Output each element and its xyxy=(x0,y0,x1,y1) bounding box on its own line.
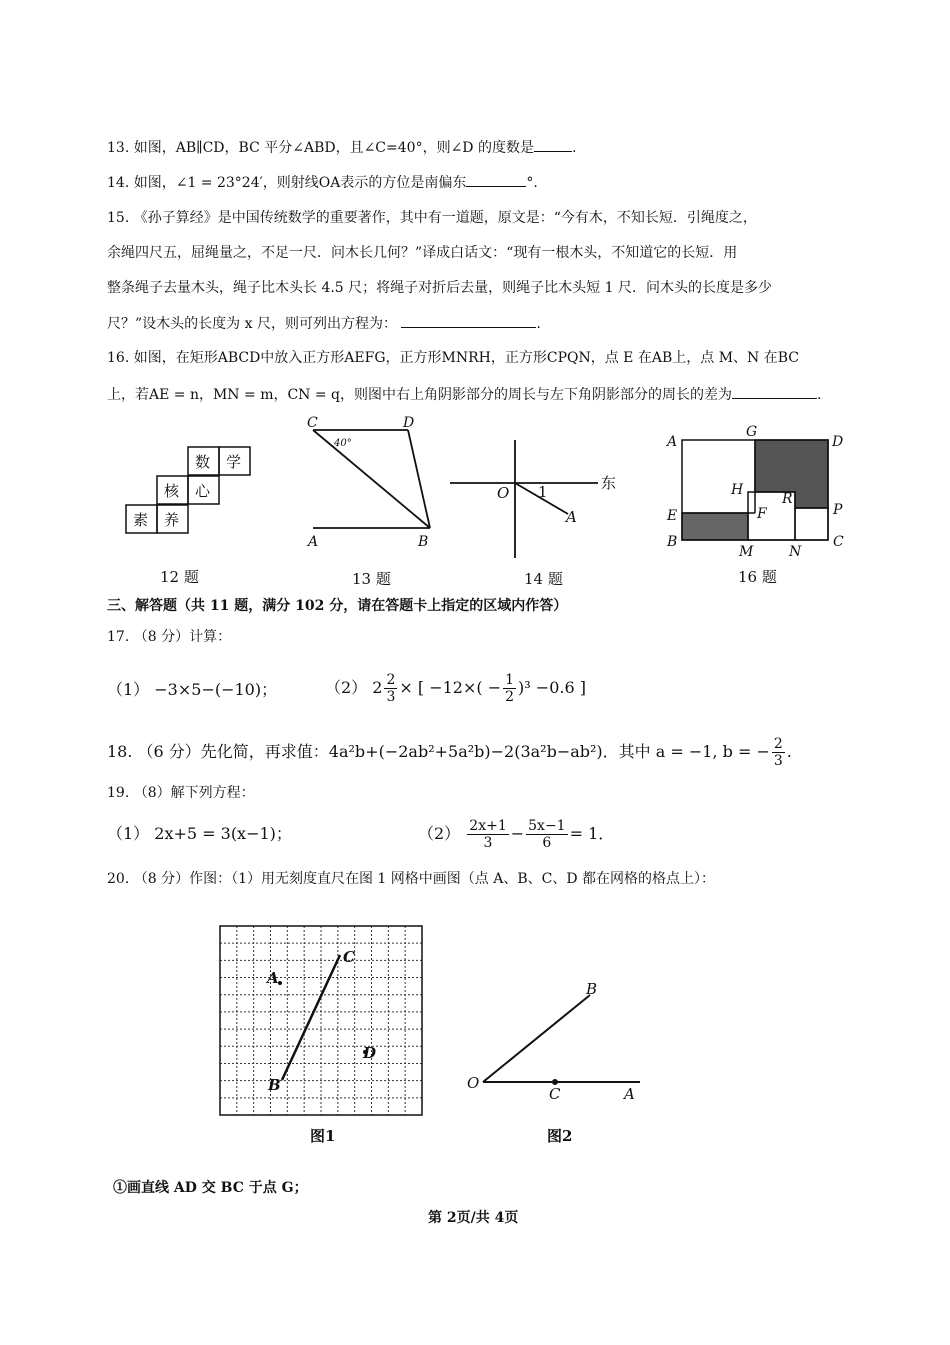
point-label: C xyxy=(833,534,844,550)
q14-end: °. xyxy=(526,175,538,191)
figure-caption: 14 题 xyxy=(524,570,563,588)
fraction xyxy=(467,818,508,851)
net-cell: 心 xyxy=(195,482,211,500)
denominator: 3 xyxy=(483,835,493,851)
point-label: H xyxy=(731,482,744,498)
point-label: N xyxy=(789,544,802,560)
part-label: （2） xyxy=(418,824,461,843)
figure-caption: 图1 xyxy=(310,1127,336,1145)
denominator: 2 xyxy=(505,689,515,705)
net-cell: 学 xyxy=(226,453,242,471)
figure-caption: 12 题 xyxy=(160,568,199,586)
point-label: A xyxy=(308,534,319,550)
q19-part2 xyxy=(418,812,614,856)
point-label: E xyxy=(667,508,678,524)
numerator: 2x+1 xyxy=(469,818,507,834)
denominator: 3 xyxy=(773,753,783,769)
q15-line: 余绳四尺五，屈绳量之，不足一尺．问木长几何？”译成白话文：“现有一根木头，不知道它的长短．用 xyxy=(107,245,738,261)
q16-line: 16. 如图，在矩形ABCD中放入正方形AEFG，正方形MNRH，正方形CPQN，点 E 在AB上，点 M、N 在BC xyxy=(107,350,799,366)
q15-line: 整条绳子去量木头，绳子比木头长 4.5 尺；将绳子对折后去量，则绳子比木头短 1 尺．问木头的长度是多少 xyxy=(107,280,772,296)
point-label: C xyxy=(549,1085,561,1103)
point-label: F xyxy=(757,506,767,522)
figure-16 xyxy=(665,424,844,560)
point-label: A xyxy=(667,434,678,450)
figure-2-angle xyxy=(467,980,640,1103)
numerator: 5x−1 xyxy=(528,818,566,834)
point-label: M xyxy=(739,544,754,560)
net-cell: 数 xyxy=(195,453,211,471)
denominator: 6 xyxy=(542,835,552,851)
part-label: （2） xyxy=(325,678,368,697)
question-18 xyxy=(107,732,792,772)
question-17-heading: 17. （8 分）计算： xyxy=(107,629,232,645)
fraction xyxy=(384,672,397,705)
figure-caption: 16 题 xyxy=(738,568,777,586)
direction-label: 东 xyxy=(601,474,617,492)
q18-text: 18. （6 分）先化简，再求值：4a²b+(−2ab²+5a²b)−2(3a²b−ab²)．其中 a = −1, b = − xyxy=(107,742,770,761)
point-label: G xyxy=(746,424,758,440)
point-label: B xyxy=(418,534,429,550)
fraction xyxy=(526,818,567,851)
point-label: C xyxy=(343,948,355,966)
angle-label: 1 xyxy=(538,483,548,501)
q19-part1: （1） 2x+5 = 3(x−1)； xyxy=(107,824,292,843)
point-label: D xyxy=(403,415,415,431)
q17-part2 xyxy=(325,668,586,708)
q15-line: 尺？”设木头的长度为 x 尺，则可列出方程为： . xyxy=(107,313,541,334)
denominator: 3 xyxy=(386,689,396,705)
point-label: O xyxy=(497,484,510,502)
instruction-step: ①画直线 AD 交 BC 于点 G； xyxy=(113,1180,308,1196)
q13-text: 13. 如图，AB∥CD，BC 平分∠ABD，且∠C=40°，则∠D 的度数是 xyxy=(107,140,534,156)
net-cell: 核 xyxy=(164,482,180,500)
q15-line: 15. 《孙子算经》是中国传统数学的重要著作，其中有一道题，原文是：“今有木，不知长短．引绳度之， xyxy=(107,210,757,226)
point-label: A xyxy=(566,508,577,526)
numerator: 2 xyxy=(386,672,396,688)
q14-text: 14. 如图，∠1 = 23°24′，则射线OA表示的方位是南偏东 xyxy=(107,175,467,191)
mixed-int: 2 xyxy=(372,678,383,697)
figure-12-cube-net xyxy=(126,447,250,533)
question-20: 20. （8 分）作图：（1）用无刻度直尺在图 1 网格中画图（点 A、B、C、D 都在网格的格点上）： xyxy=(107,871,716,887)
expr: × [ −12×( − xyxy=(399,678,502,697)
q15-text: 尺？”设木头的长度为 x 尺，则可列出方程为： xyxy=(107,316,397,332)
point-label: P xyxy=(833,502,843,518)
angle-label: 40° xyxy=(334,438,352,449)
period: . xyxy=(786,742,792,761)
point-label: D xyxy=(363,1044,377,1062)
net-cell: 养 xyxy=(164,511,180,529)
figure-13 xyxy=(306,415,430,550)
figure-caption: 图2 xyxy=(547,1127,573,1145)
numerator: 1 xyxy=(505,672,515,688)
question-13: 13. 如图，AB∥CD，BC 平分∠ABD，且∠C=40°，则∠D 的度数是 . xyxy=(107,137,576,158)
figure-14 xyxy=(450,440,616,558)
point-label: D xyxy=(832,434,844,450)
point-label: B xyxy=(667,534,678,550)
q16-text: 上，若AE = n，MN = m，CN = q，则图中右上角阴影部分的周长与左下角阴影部分的周长的差为 xyxy=(107,387,733,403)
point-label: C xyxy=(307,415,318,431)
net-cell: 素 xyxy=(133,511,149,529)
figure-caption: 13 题 xyxy=(352,570,391,588)
point-label: R xyxy=(782,491,793,507)
fraction xyxy=(772,736,785,769)
figure-1-grid xyxy=(220,926,422,1115)
q17-part1: （1） −3×5−(−10)； xyxy=(107,680,278,699)
point-label: B xyxy=(586,980,598,998)
minus: − xyxy=(510,824,525,843)
question-19-heading: 19. （8）解下列方程： xyxy=(107,785,255,801)
point-label: A xyxy=(624,1085,635,1103)
point-label: B xyxy=(268,1076,281,1094)
fraction xyxy=(503,672,516,705)
section-heading: 三、解答题（共 11 题，满分 102 分，请在答题卡上指定的区域内作答） xyxy=(107,598,568,614)
point-label: A xyxy=(267,969,279,987)
point-label: O xyxy=(467,1074,480,1092)
expr: = 1． xyxy=(569,824,615,843)
expr: )³ −0.6 ] xyxy=(518,678,586,697)
numerator: 2 xyxy=(773,736,783,752)
q16-line: 上，若AE = n，MN = m，CN = q，则图中右上角阴影部分的周长与左下角阴影部分的周长的差为 . xyxy=(107,384,821,405)
page-footer: 第 2页/共 4页 xyxy=(428,1210,519,1226)
